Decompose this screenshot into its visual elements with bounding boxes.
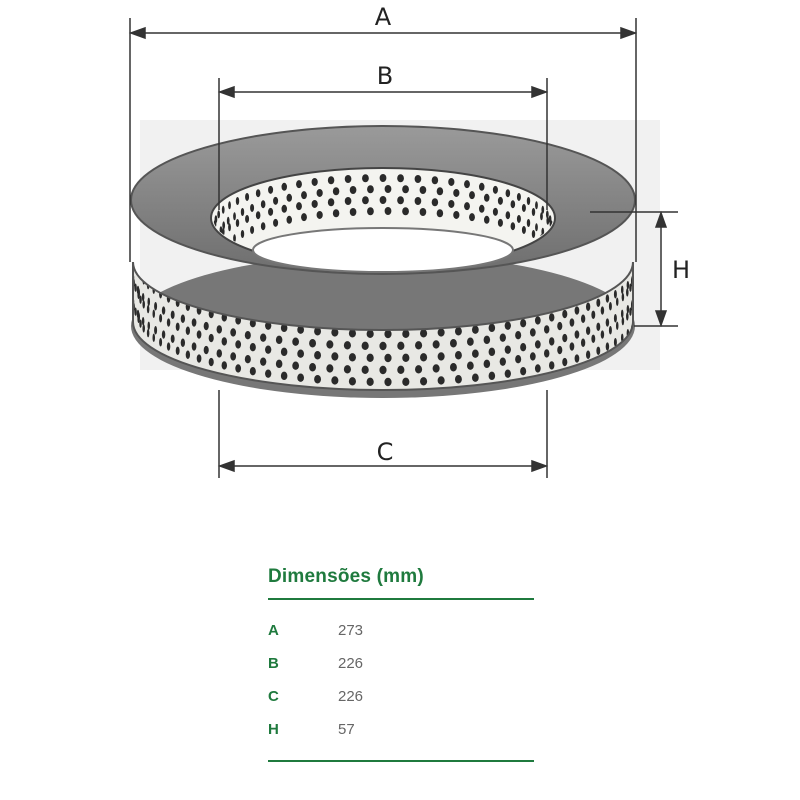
perforation-hole — [575, 354, 580, 362]
perforation-hole — [241, 230, 244, 238]
perforation-hole — [256, 211, 261, 219]
perforation-hole — [312, 200, 318, 208]
dimension-key: B — [268, 655, 279, 672]
perforation-hole — [317, 211, 323, 219]
perforation-hole — [540, 212, 543, 220]
perforation-hole — [326, 340, 333, 348]
perforation-hole — [154, 326, 157, 334]
perforation-hole — [134, 283, 137, 291]
perforation-hole — [292, 362, 299, 370]
perforation-hole — [162, 330, 165, 338]
perforation-hole — [159, 314, 162, 322]
perforation-hole — [484, 216, 490, 224]
perforation-hole — [209, 334, 214, 342]
perforation-hole — [153, 310, 156, 318]
perforation-hole — [261, 200, 266, 208]
perforation-hole — [621, 310, 624, 318]
perforation-hole — [505, 345, 511, 353]
dimension-key: H — [268, 721, 279, 738]
perforation-hole — [415, 341, 422, 349]
perforation-hole — [287, 194, 293, 202]
perforation-hole — [517, 215, 521, 223]
perforation-hole — [420, 377, 427, 385]
perforation-hole — [472, 374, 479, 382]
perforation-hole — [167, 318, 170, 326]
perforation-hole — [134, 259, 137, 267]
perforation-hole — [362, 366, 369, 374]
perforation-hole — [235, 340, 241, 348]
perforation-hole — [511, 222, 516, 230]
perforation-hole — [420, 329, 427, 337]
perforation-hole — [609, 302, 612, 310]
perforation-hole — [498, 219, 503, 227]
perforation-hole — [402, 378, 409, 386]
perforation-hole — [397, 366, 404, 374]
perforation-hole — [192, 342, 197, 350]
perforation-hole — [384, 354, 391, 362]
perforation-hole — [596, 347, 600, 355]
perforation-hole — [142, 293, 145, 301]
perforation-hole — [448, 200, 454, 208]
perforation-hole — [333, 187, 339, 195]
perforation-hole — [455, 327, 462, 335]
perforation-hole — [384, 378, 391, 386]
perforation-hole — [549, 313, 554, 321]
perforation-hole — [420, 353, 427, 361]
perforation-hole — [142, 300, 145, 308]
perforation-hole — [245, 355, 251, 363]
perforation-hole — [245, 331, 251, 339]
perforation-hole — [591, 335, 595, 343]
perforation-hole — [362, 174, 369, 182]
perforation-hole — [228, 223, 231, 231]
perforation-hole — [433, 364, 440, 372]
perforation-hole — [520, 367, 526, 375]
dimension-value: 226 — [338, 688, 364, 705]
perforation-hole — [467, 362, 474, 370]
perforation-hole — [268, 208, 273, 216]
perforation-hole — [171, 335, 175, 343]
perforation-hole — [384, 330, 391, 338]
perforation-hole — [511, 200, 516, 208]
perforation-hole — [192, 318, 197, 326]
perforation-hole — [437, 209, 443, 217]
perforation-hole — [517, 193, 521, 201]
perforation-hole — [616, 322, 619, 330]
perforation-hole — [367, 185, 374, 193]
dimension-b-label: B — [376, 62, 394, 90]
dimensions-title: Dimensões (mm) — [268, 566, 534, 600]
perforation-hole — [469, 191, 475, 199]
perforation-hole — [489, 324, 496, 332]
perforation-hole — [621, 286, 624, 294]
perforation-hole — [197, 330, 202, 338]
perforation-hole — [484, 360, 491, 368]
perforation-hole — [438, 376, 445, 384]
perforation-hole — [297, 350, 304, 358]
perforation-hole — [276, 360, 283, 368]
perforation-hole — [349, 353, 356, 361]
perforation-hole — [233, 212, 236, 220]
perforation-hole — [345, 197, 352, 205]
perforation-hole — [142, 324, 145, 332]
dimension-row-h — [268, 713, 534, 746]
perforation-hole — [549, 215, 552, 223]
perforation-hole — [273, 219, 278, 227]
perforation-hole — [281, 348, 288, 356]
perforation-hole — [287, 216, 293, 224]
perforation-hole — [186, 327, 190, 335]
perforation-hole — [245, 215, 249, 223]
perforation-hole — [362, 196, 369, 204]
perforation-hole — [148, 322, 151, 330]
perforation-hole — [397, 342, 404, 350]
perforation-hole — [489, 372, 496, 380]
perforation-hole — [317, 189, 323, 197]
perforation-hole — [530, 352, 536, 360]
perforation-hole — [176, 347, 180, 355]
perforation-hole — [379, 366, 386, 374]
perforation-hole — [362, 342, 369, 350]
perforation-hole — [532, 208, 535, 216]
perforation-hole — [402, 207, 409, 215]
perforation-hole — [505, 369, 511, 377]
perforation-hole — [626, 312, 629, 320]
perforation-hole — [402, 354, 409, 362]
perforation-hole — [282, 205, 288, 213]
perforation-hole — [245, 193, 249, 201]
perforation-hole — [532, 230, 535, 238]
perforation-hole — [137, 262, 140, 270]
perforation-hole — [415, 197, 422, 205]
perforation-hole — [420, 208, 427, 216]
perforation-hole — [557, 322, 562, 330]
dimension-key: A — [268, 622, 279, 639]
perforation-hole — [209, 358, 214, 366]
perforation-hole — [472, 326, 479, 334]
perforation-hole — [186, 351, 190, 359]
perforation-hole — [301, 191, 307, 199]
perforation-hole — [520, 343, 526, 351]
perforation-hole — [139, 295, 142, 303]
perforation-hole — [250, 343, 256, 351]
perforation-hole — [614, 290, 617, 298]
dimension-row-c — [268, 680, 534, 713]
perforation-hole — [204, 346, 209, 354]
perforation-hole — [222, 337, 227, 345]
perforation-hole — [296, 180, 302, 188]
perforation-hole — [515, 331, 521, 339]
perforation-hole — [344, 365, 351, 373]
perforation-hole — [297, 374, 304, 382]
perforation-hole — [260, 357, 266, 365]
perforation-hole — [312, 178, 318, 186]
perforation-hole — [479, 205, 485, 213]
dimension-row-a — [268, 614, 534, 647]
dimension-value: 226 — [338, 655, 364, 672]
perforation-hole — [609, 326, 612, 334]
perforation-hole — [535, 223, 538, 231]
perforation-hole — [222, 361, 227, 369]
perforation-hole — [197, 354, 202, 362]
perforation-hole — [527, 197, 530, 205]
perforation-hole — [331, 376, 338, 384]
perforation-hole — [438, 328, 445, 336]
perforation-hole — [282, 183, 288, 191]
perforation-hole — [236, 197, 239, 205]
perforation-hole — [472, 350, 479, 358]
perforation-hole — [596, 299, 600, 307]
perforation-hole — [606, 318, 609, 326]
perforation-hole — [222, 206, 225, 214]
perforation-hole — [301, 213, 307, 221]
perforation-hole — [484, 194, 490, 202]
perforation-hole — [250, 204, 254, 212]
perforation-hole — [464, 180, 470, 188]
perforation-hole — [309, 339, 316, 347]
perforation-hole — [397, 196, 404, 204]
perforation-hole — [467, 338, 474, 346]
perforation-hole — [147, 305, 150, 313]
perforation-hole — [432, 198, 438, 206]
perforation-hole — [228, 201, 231, 209]
perforation-hole — [281, 372, 288, 380]
perforation-hole — [562, 310, 567, 318]
perforation-hole — [380, 174, 387, 182]
perforation-hole — [493, 186, 498, 194]
perforation-hole — [469, 213, 475, 221]
perforation-hole — [622, 317, 625, 325]
perforation-hole — [181, 339, 185, 347]
perforation-hole — [455, 375, 462, 383]
perforation-hole — [176, 323, 180, 331]
perforation-hole — [379, 342, 386, 350]
perforation-hole — [601, 306, 604, 314]
perforation-hole — [616, 298, 619, 306]
perforation-hole — [522, 204, 526, 212]
dimensions-table — [268, 566, 534, 762]
perforation-hole — [575, 306, 580, 314]
perforation-hole — [500, 357, 506, 365]
perforation-hole — [522, 226, 526, 234]
perforation-hole — [142, 317, 145, 325]
perforation-hole — [606, 342, 609, 350]
perforation-hole — [586, 351, 590, 359]
perforation-hole — [575, 330, 580, 338]
perforation-hole — [535, 340, 541, 348]
perforation-hole — [606, 294, 609, 302]
dimension-h-label: H — [671, 256, 691, 284]
perforation-hole — [450, 339, 457, 347]
perforation-hole — [601, 330, 604, 338]
perforation-hole — [627, 281, 630, 289]
perforation-hole — [520, 319, 526, 327]
perforation-hole — [230, 328, 236, 336]
dimension-value: 57 — [338, 721, 355, 738]
perforation-hole — [432, 176, 438, 184]
perforation-hole — [273, 197, 278, 205]
perforation-hole — [265, 369, 271, 377]
perforation-hole — [296, 202, 302, 210]
perforation-hole — [549, 337, 554, 345]
perforation-hole — [276, 336, 283, 344]
perforation-hole — [236, 219, 239, 227]
perforation-hole — [137, 264, 140, 272]
perforation-hole — [544, 325, 549, 333]
perforation-hole — [132, 250, 135, 258]
perforation-hole — [453, 189, 459, 197]
perforation-hole — [139, 319, 142, 327]
perforation-hole — [250, 367, 256, 375]
perforation-hole — [380, 196, 387, 204]
perforation-hole — [331, 352, 338, 360]
perforation-hole — [570, 342, 575, 350]
perforation-hole — [345, 175, 352, 183]
perforation-hole — [147, 329, 150, 337]
perforation-hole — [328, 176, 334, 184]
perforation-hole — [453, 211, 459, 219]
perforation-hole — [622, 293, 625, 301]
perforation-hole — [385, 207, 392, 215]
perforation-hole — [562, 358, 567, 366]
perforation-hole — [544, 349, 549, 357]
perforation-hole — [265, 345, 271, 353]
dimensions-rows — [268, 600, 534, 762]
filter-top-ring — [131, 126, 635, 274]
perforation-hole — [591, 311, 595, 319]
perforation-hole — [464, 202, 470, 210]
perforation-hole — [153, 334, 156, 342]
perforation-hole — [159, 338, 162, 346]
dimension-c-label: C — [376, 438, 394, 466]
perforation-hole — [333, 209, 339, 217]
perforation-hole — [415, 175, 422, 183]
perforation-hole — [570, 318, 575, 326]
perforation-hole — [402, 185, 409, 193]
perforation-hole — [515, 355, 521, 363]
perforation-hole — [626, 288, 629, 296]
perforation-hole — [235, 364, 241, 372]
perforation-hole — [498, 197, 503, 205]
perforation-hole — [148, 298, 151, 306]
perforation-hole — [493, 208, 498, 216]
perforation-hole — [171, 311, 175, 319]
perforation-hole — [292, 338, 299, 346]
perforation-hole — [250, 226, 254, 234]
perforation-hole — [479, 183, 485, 191]
perforation-hole — [344, 341, 351, 349]
perforation-hole — [181, 315, 185, 323]
perforation-hole — [484, 336, 491, 344]
perforation-hole — [535, 316, 541, 324]
perforation-hole — [367, 207, 374, 215]
perforation-hole — [261, 222, 266, 230]
perforation-hole — [586, 303, 590, 311]
perforation-hole — [562, 334, 567, 342]
perforation-hole — [505, 321, 511, 329]
perforation-hole — [241, 208, 244, 216]
perforation-hole — [328, 198, 334, 206]
perforation-hole — [367, 378, 374, 386]
perforation-hole — [614, 314, 617, 322]
perforation-hole — [433, 340, 440, 348]
perforation-hole — [530, 328, 536, 336]
dimension-row-b — [268, 647, 534, 680]
perforation-hole — [217, 349, 222, 357]
perforation-hole — [217, 210, 220, 218]
perforation-hole — [535, 364, 541, 372]
perforation-hole — [230, 352, 236, 360]
perforation-hole — [581, 339, 585, 347]
perforation-hole — [450, 363, 457, 371]
dimension-key: C — [268, 688, 279, 705]
perforation-hole — [350, 186, 357, 194]
perforation-hole — [314, 351, 321, 359]
perforation-hole — [402, 330, 409, 338]
perforation-hole — [134, 307, 137, 315]
perforation-hole — [314, 375, 321, 383]
perforation-hole — [256, 189, 261, 197]
perforation-hole — [586, 327, 590, 335]
perforation-hole — [500, 333, 506, 341]
perforation-hole — [349, 377, 356, 385]
perforation-hole — [326, 364, 333, 372]
perforation-hole — [397, 174, 404, 182]
perforation-hole — [448, 178, 454, 186]
dimension-a-label: A — [374, 3, 392, 31]
perforation-hole — [535, 201, 538, 209]
perforation-hole — [581, 315, 585, 323]
perforation-hole — [437, 187, 443, 195]
perforation-hole — [217, 325, 222, 333]
perforation-hole — [506, 211, 511, 219]
perforation-hole — [268, 186, 273, 194]
perforation-hole — [350, 208, 357, 216]
perforation-hole — [627, 305, 630, 313]
perforation-hole — [385, 185, 392, 193]
perforation-hole — [596, 323, 600, 331]
perforation-hole — [132, 255, 135, 263]
perforation-hole — [162, 306, 165, 314]
perforation-hole — [154, 302, 157, 310]
dimension-value: 273 — [338, 622, 364, 639]
perforation-hole — [546, 217, 549, 225]
perforation-hole — [260, 333, 266, 341]
perforation-hole — [167, 342, 170, 350]
perforation-hole — [557, 346, 562, 354]
perforation-hole — [309, 363, 316, 371]
perforation-hole — [549, 361, 554, 369]
perforation-hole — [415, 365, 422, 373]
perforation-hole — [204, 322, 209, 330]
perforation-hole — [527, 219, 530, 227]
perforation-hole — [506, 189, 511, 197]
perforation-hole — [455, 351, 462, 359]
perforation-hole — [367, 354, 374, 362]
perforation-hole — [420, 186, 427, 194]
perforation-hole — [438, 352, 445, 360]
perforation-hole — [489, 348, 496, 356]
